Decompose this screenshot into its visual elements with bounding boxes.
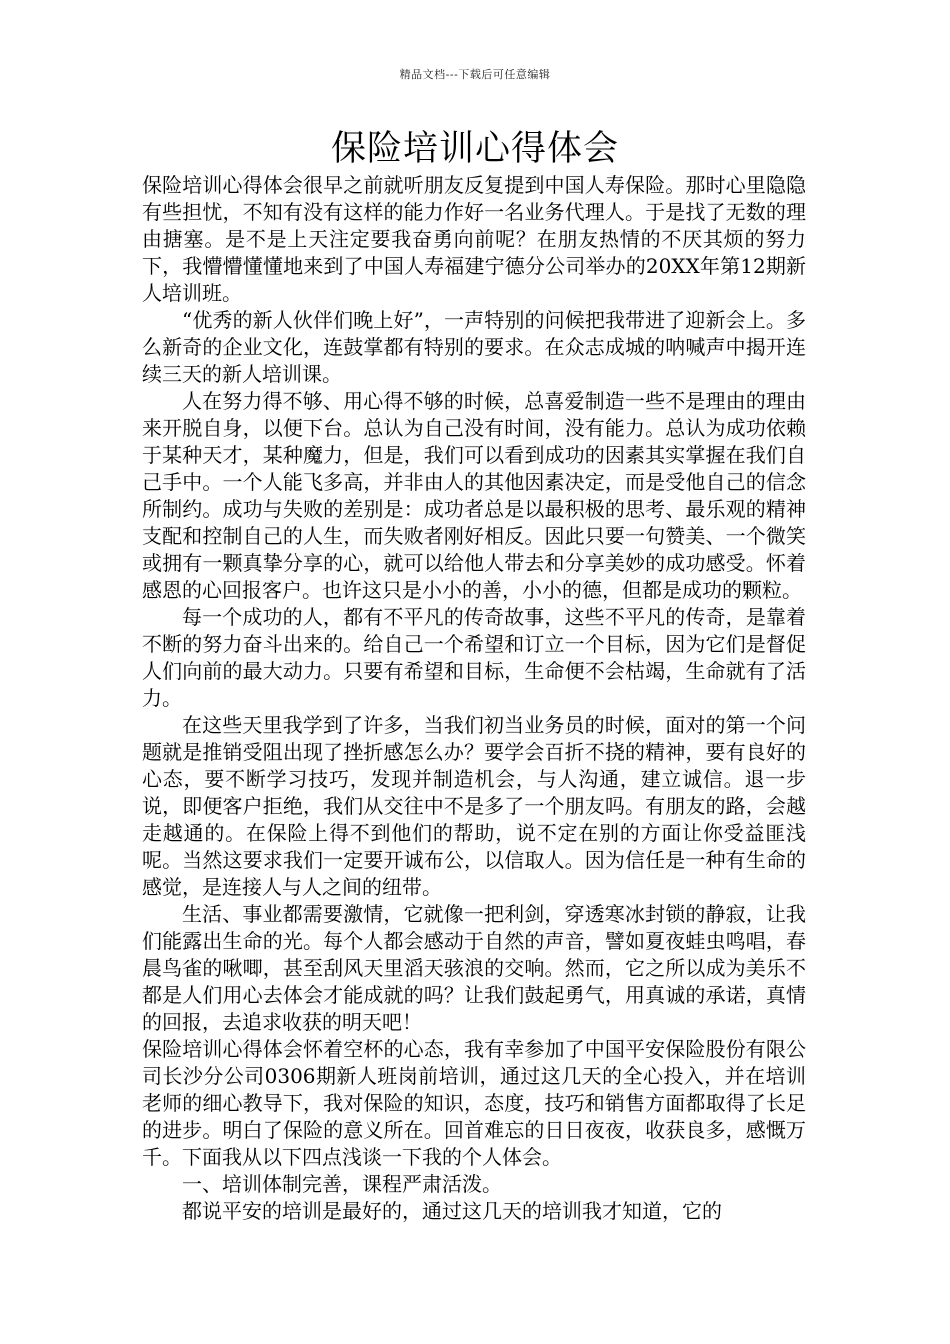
paragraph-training-start: 都说平安的培训是最好的，通过这几天的培训我才知道，它的 (182, 1199, 722, 1223)
paragraph-welcome: “优秀的新人伙伴们晚上好”，一声特别的问候把我带进了迎新会上。多么新奇的企业文化，连鼓掌都有特别的要求。在众志成城的呐喊声中揭开连续三天的新人培训课。 (142, 308, 806, 386)
section-heading-training: 一、培训体制完善，课程严肃活泼。 (182, 1172, 502, 1196)
paragraph-intro: 保险培训心得体会很早之前就听朋友反复提到中国人寿保险。那时心里隐隐有些担忧，不知有没有这样的能力作好一名业务代理人。于是找了无数的理由搪塞。是不是上天注定要我奋勇向前呢？在朋友热情的不厌其烦的努力下，我懵懵懂懂地来到了中国人寿福建宁德分公司举办的20XX年第12期新人培训班。 (142, 173, 806, 305)
header-note: 精品文档---下载后可任意编辑 (399, 68, 551, 81)
paragraph-success-story: 每一个成功的人，都有不平凡的传奇故事，这些不平凡的传奇，是靠着不断的努力奋斗出来的。给自己一个希望和订立一个目标，因为它们是督促人们向前的最大动力。只要有希望和目标，生命便不会枯竭，生命就有了活力。 (142, 605, 806, 710)
document-body (142, 172, 806, 1225)
paragraph-effort: 人在努力得不够、用心得不够的时候，总喜爱制造一些不是理由的理由来开脱自身，以便下台。总认为自己没有时间，没有能力。总认为成功依赖于某种天才，某种魔力，但是，我们可以看到成功的因素其实掌握在我们自己手中。一个人能飞多高，并非由人的其他因素决定，而是受他自己的信念所制约。成功与失败的差别是：成功者总是以最积极的思考、最乐观的精神支配和控制自己的人生，而失败者刚好相反。因此只要一句赞美、一个微笑或拥有一颗真挚分享的心，就可以给他人带去和分享美妙的成功感受。怀着感恩的心回报客户。也许这只是小小的善，小小的德，但都是成功的颗粒。 (142, 389, 806, 602)
paragraph-second-essay: 保险培训心得体会怀着空杯的心态，我有幸参加了中国平安保险股份有限公司长沙分公司0306期新人班岗前培训，通过这几天的全心投入，并在培训老师的细心教导下，我对保险的知识，态度，技巧和销售方面都取得了长足的进步。明白了保险的意义所在。回首难忘的日日夜夜，收获良多，感慨万千。下面我从以下四点浅谈一下我的个人体会。 (142, 1037, 806, 1169)
paragraph-lessons: 在这些天里我学到了许多，当我们初当业务员的时候，面对的第一个问题就是推销受阻出现了挫折感怎么办？要学会百折不挠的精神，要有良好的心态，要不断学习技巧，发现并制造机会，与人沟通，建立诚信。退一步说，即便客户拒绝，我们从交往中不是多了一个朋友吗。有朋友的路，会越走越通的。在保险上得不到他们的帮助，说不定在别的方面让你受益匪浅呢。当然这要求我们一定要开诚布公，以信取人。因为信任是一种有生命的感觉，是连接人与人之间的纽带。 (142, 713, 806, 899)
paragraph-passion: 生活、事业都需要激情，它就像一把利剑，穿透寒冰封锁的静寂，让我们能露出生命的光。每个人都会感动于自然的声音，譬如夏夜蛙虫鸣唱，春晨鸟雀的啾唧，甚至刮风天里滔天骇浪的交响。然而，它之所以成为美乐不都是人们用心去体会才能成就的吗？让我们鼓起勇气，用真诚的承诺，真情的回报，去追求收获的明天吧！ (142, 902, 806, 1034)
document-title: 保险培训心得体会 (330, 129, 619, 169)
